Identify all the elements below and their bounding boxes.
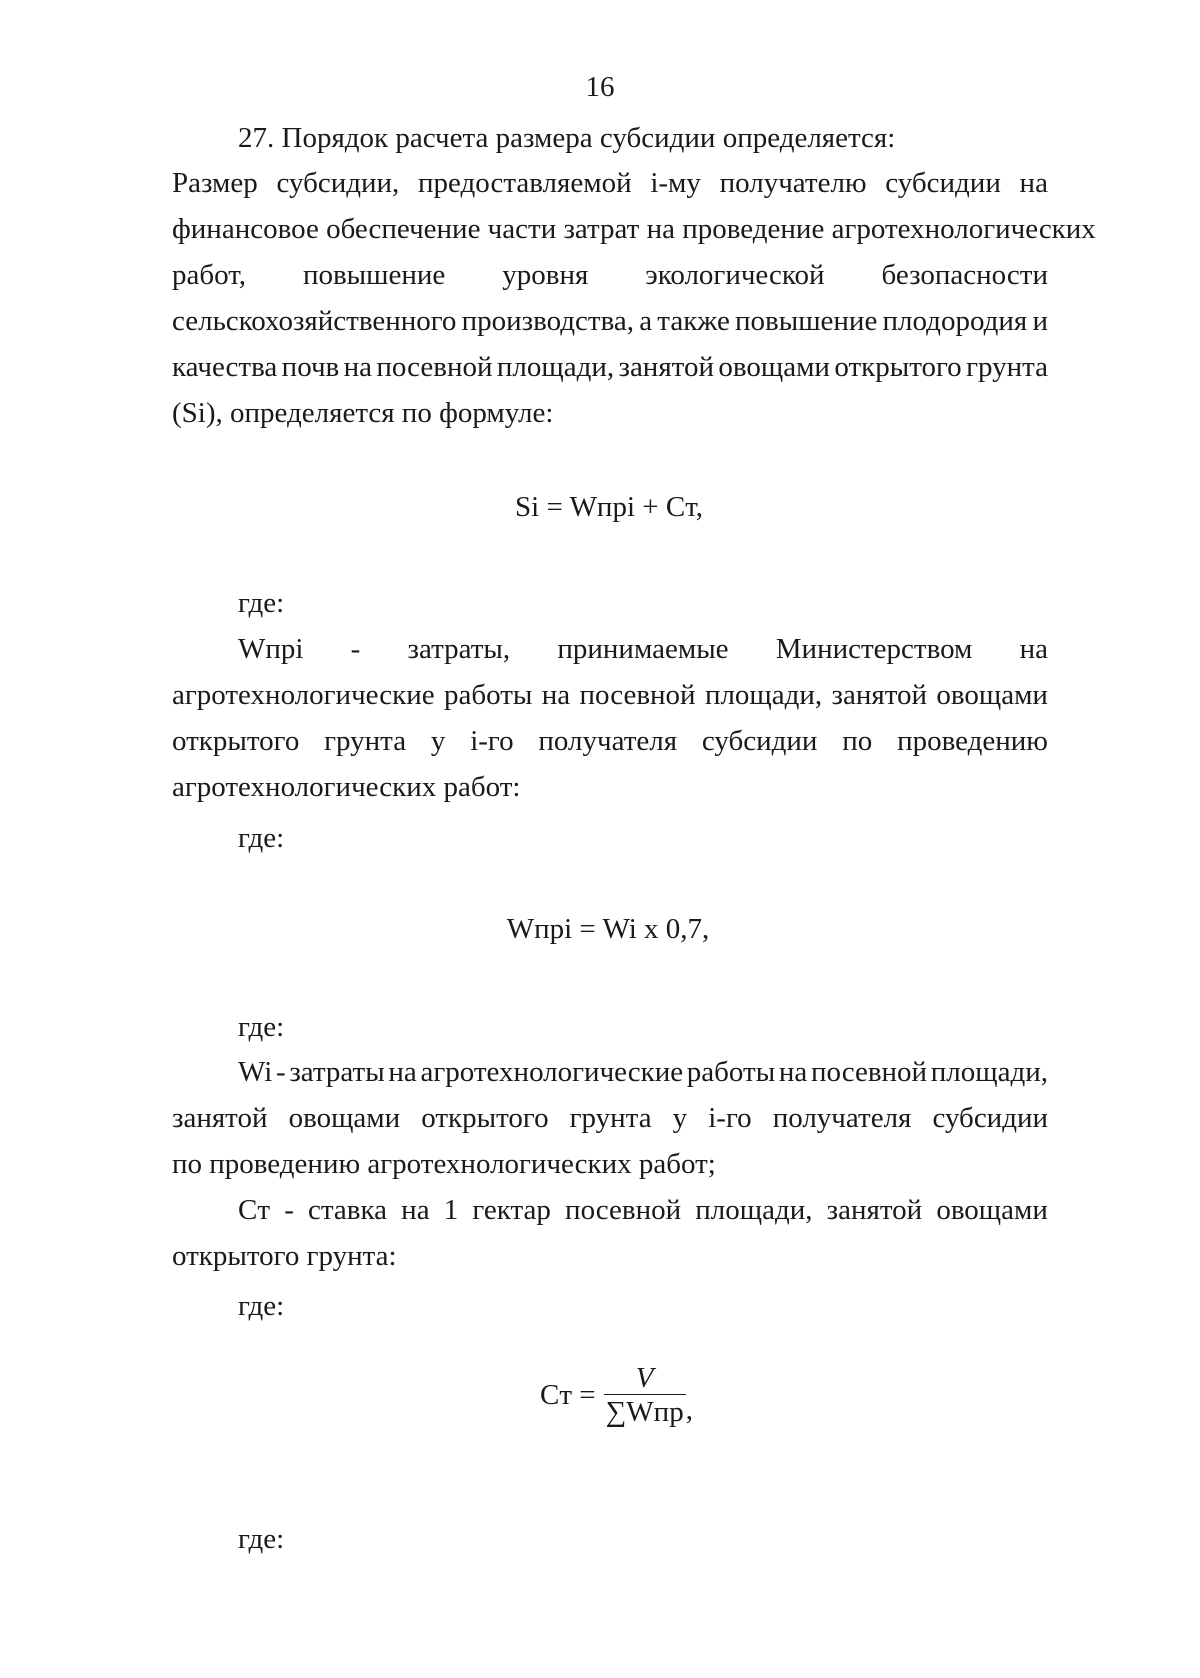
word: - — [284, 1194, 294, 1226]
word: получателя — [772, 1102, 912, 1134]
word: посевной — [376, 351, 493, 383]
word: Министерством — [775, 633, 973, 665]
where-label-1: где: — [238, 587, 285, 619]
word: работы — [686, 1056, 776, 1088]
word: грунта — [569, 1102, 652, 1134]
word: грунта — [966, 351, 1048, 383]
paragraph-3-line-1 — [238, 1055, 1048, 1089]
paragraph-3-line-3: по проведению агротехнологических работ; — [172, 1148, 716, 1180]
word: 1 — [443, 1194, 459, 1226]
formula-ct-numerator: V — [635, 1362, 654, 1394]
paragraph-1-line-1 — [172, 166, 1048, 200]
word: открытого — [172, 725, 300, 757]
formula-si: Si = Wпрi + Cт, — [515, 491, 703, 523]
where-label-3: где: — [238, 1011, 285, 1043]
word: открытого — [834, 351, 962, 383]
word: i-го — [470, 725, 514, 757]
formula-ct-denominator: ∑Wпр — [605, 1396, 684, 1428]
word: также — [657, 305, 730, 337]
page-number: 16 — [585, 71, 615, 103]
word: повышение — [302, 259, 446, 291]
word: овощами — [936, 1194, 1048, 1226]
word: овощами — [936, 679, 1048, 711]
word: ставка — [308, 1194, 388, 1226]
word: производства, — [461, 305, 635, 337]
word: получателю — [719, 167, 867, 199]
word: на — [541, 679, 571, 711]
word: посевной — [579, 679, 696, 711]
word: площади, — [695, 1194, 813, 1226]
word: грунта — [324, 725, 407, 757]
word: и — [1032, 305, 1048, 337]
formula-ct-fraction — [604, 1362, 686, 1429]
word: Wi — [238, 1056, 273, 1088]
word: почв — [281, 351, 340, 383]
word: занятой — [172, 1102, 268, 1134]
word: Размер — [172, 167, 258, 199]
where-label-5: где: — [238, 1523, 285, 1555]
word: работы — [443, 679, 533, 711]
word: i-му — [650, 167, 701, 199]
word: принимаемые — [557, 633, 729, 665]
paragraph-2-line-3 — [172, 724, 1048, 758]
word: безопасности — [881, 259, 1048, 291]
word: - — [275, 1056, 286, 1088]
word: овощами — [718, 351, 830, 383]
formula-wpri: Wпрi = Wi x 0,7, — [506, 913, 710, 945]
word: качества — [172, 351, 278, 383]
formula-ct — [540, 1362, 693, 1429]
word: i-го — [708, 1102, 752, 1134]
word: субсидии — [932, 1102, 1048, 1134]
word: на — [778, 1056, 808, 1088]
paragraph-4-line-2: открытого грунта: — [172, 1240, 397, 1272]
word: работ, — [172, 259, 246, 291]
word: занятой — [826, 1194, 923, 1226]
word: затраты, — [407, 633, 511, 665]
word: посевной — [810, 1056, 928, 1088]
paragraph-1-line-6: (Si), определяется по формуле: — [172, 397, 554, 429]
paragraph-1-line-3 — [172, 258, 1048, 292]
section-27-heading: 27. Порядок расчета размера субсидии определяется: — [238, 122, 896, 154]
where-label-2: где: — [238, 822, 285, 854]
paragraph-3-line-2 — [172, 1101, 1048, 1135]
where-label-4: где: — [238, 1290, 285, 1322]
word: открытого — [421, 1102, 549, 1134]
word: повышение — [735, 305, 878, 337]
word: Cт — [238, 1194, 271, 1226]
word: на — [343, 351, 373, 383]
word: овощами — [288, 1102, 401, 1134]
word: а — [639, 305, 653, 337]
word: площади, — [930, 1056, 1048, 1088]
word: у — [672, 1102, 688, 1134]
word: занятой — [831, 679, 928, 711]
paragraph-2-line-1 — [238, 632, 1048, 666]
word: экологической — [645, 259, 825, 291]
paragraph-1-line-4 — [172, 304, 1048, 338]
word: площади, — [496, 351, 615, 383]
paragraph-2-line-2 — [172, 678, 1048, 712]
word: проведению — [897, 725, 1048, 757]
word: у — [430, 725, 446, 757]
paragraph-2-line-4: агротехнологических работ: — [172, 771, 521, 803]
word: субсидии — [885, 167, 1001, 199]
paragraph-4-line-1 — [238, 1193, 1048, 1227]
word: на — [1019, 633, 1048, 665]
word: на — [401, 1194, 430, 1226]
word: на — [388, 1056, 417, 1088]
word: субсидии, — [276, 167, 400, 199]
word: агротехнологические — [420, 1056, 684, 1088]
word: занятой — [618, 351, 714, 383]
word: предоставляемой — [417, 167, 632, 199]
word: гектар — [472, 1194, 551, 1226]
word: - — [350, 633, 361, 665]
word: плодородия — [882, 305, 1028, 337]
word: получателя — [538, 725, 678, 757]
paragraph-1-line-5 — [172, 350, 1048, 384]
word: сельскохозяйственного — [172, 305, 457, 337]
word: уровня — [502, 259, 589, 291]
formula-ct-lhs: Cт = — [540, 1379, 596, 1411]
word: субсидии — [701, 725, 818, 757]
paragraph-1-line-2: финансовое обеспечение части затрат на проведение агротехнологических — [172, 213, 1096, 245]
word: по — [842, 725, 873, 757]
word: агротехнологические — [172, 679, 435, 711]
word: затраты — [289, 1056, 385, 1088]
word: на — [1019, 167, 1048, 199]
formula-ct-trail: , — [685, 1394, 693, 1426]
word: Wпрi — [238, 633, 304, 665]
word: посевной — [565, 1194, 682, 1226]
word: площади, — [704, 679, 823, 711]
